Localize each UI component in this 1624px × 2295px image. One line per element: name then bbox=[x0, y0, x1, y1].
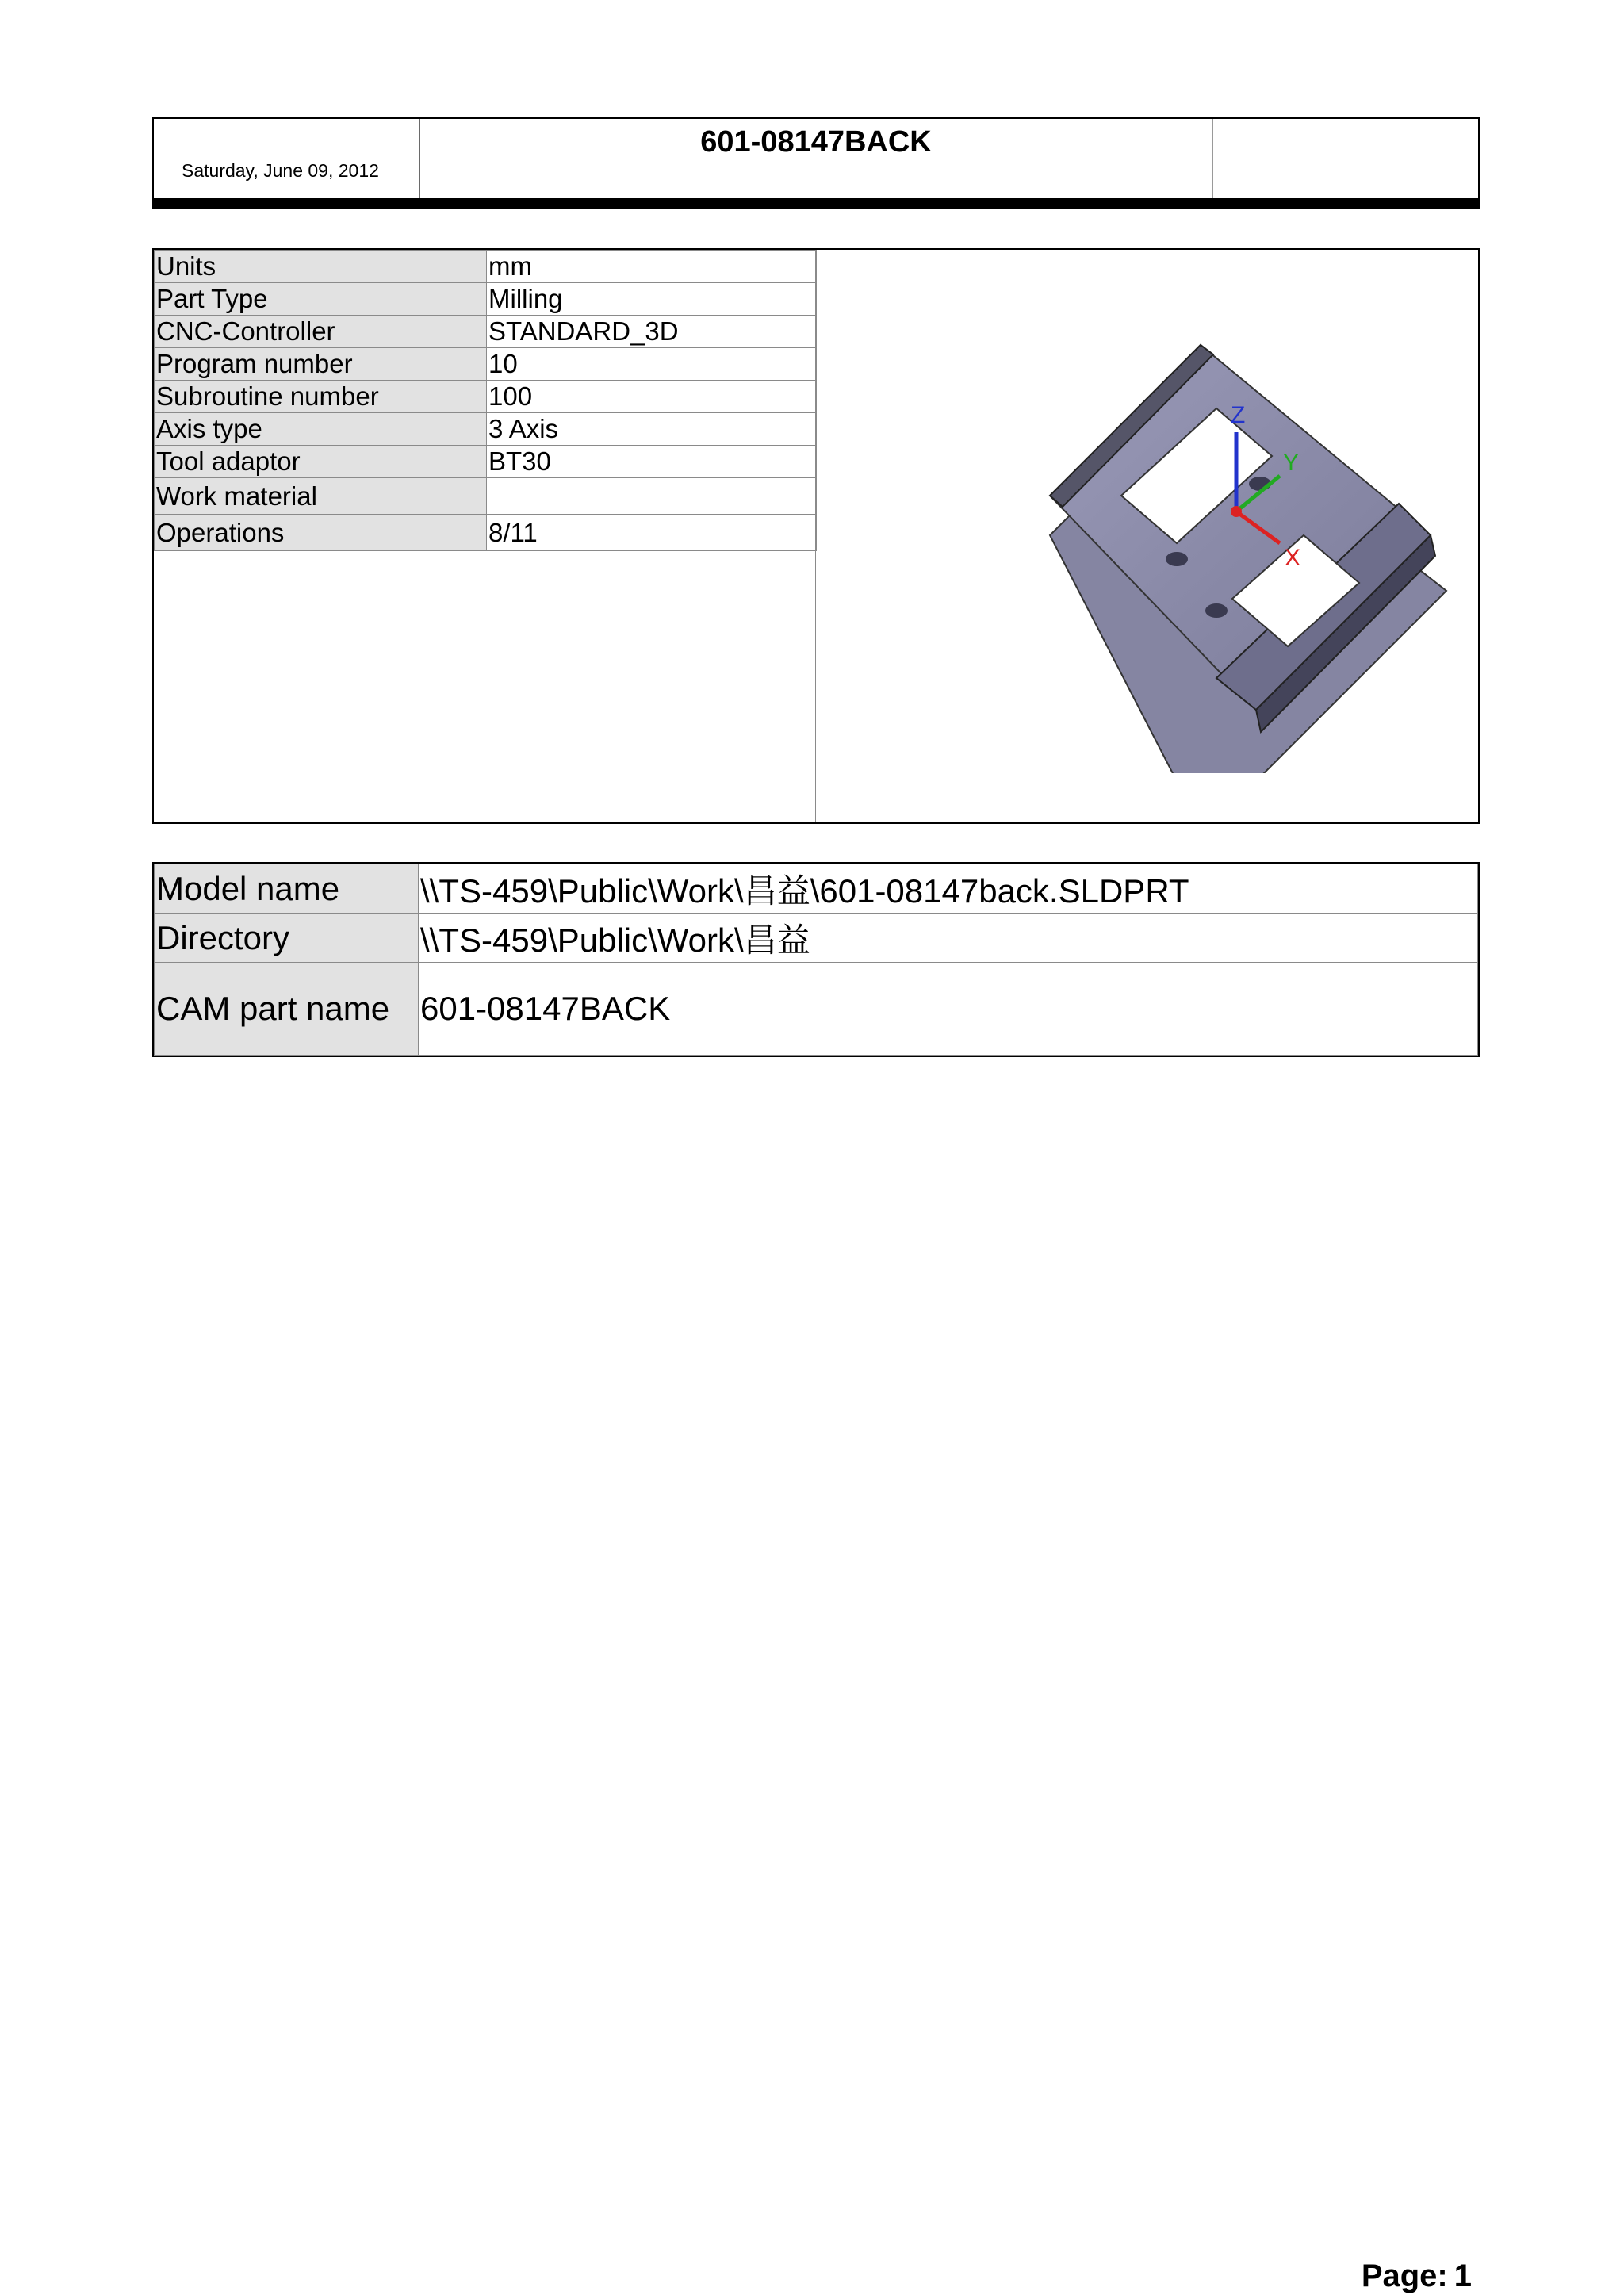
parameters-panel bbox=[152, 248, 1480, 824]
part-preview-image bbox=[1018, 297, 1462, 773]
z-axis-label: Z bbox=[1231, 402, 1246, 428]
y-axis-label: Y bbox=[1283, 450, 1300, 476]
header-title-cell bbox=[420, 119, 1213, 198]
report-title: 601-08147BACK bbox=[700, 125, 932, 159]
header-date-cell bbox=[154, 119, 420, 198]
param-value: STANDARD_3D bbox=[487, 316, 817, 348]
param-value: 3 Axis bbox=[487, 413, 817, 446]
directory-label: Directory bbox=[155, 914, 419, 963]
page-number bbox=[1362, 2259, 1472, 2294]
part-hole bbox=[1205, 603, 1228, 618]
model-info-panel bbox=[152, 862, 1480, 1057]
param-label: Axis type bbox=[155, 413, 487, 446]
directory-row bbox=[155, 914, 1478, 963]
report-header bbox=[152, 117, 1480, 200]
param-label: Work material bbox=[155, 478, 487, 515]
report-date: Saturday, June 09, 2012 bbox=[182, 160, 379, 181]
param-label: Subroutine number bbox=[155, 381, 487, 413]
param-value: 8/11 bbox=[487, 515, 817, 551]
param-row-cnc-controller bbox=[155, 316, 817, 348]
param-row-operations bbox=[155, 515, 817, 551]
params-divider bbox=[815, 250, 816, 822]
param-label: Tool adaptor bbox=[155, 446, 487, 478]
model-name-value: \\TS-459\Public\Work\昌益\601-08147back.SLDPRT bbox=[419, 864, 1478, 914]
x-axis-label: X bbox=[1285, 545, 1301, 571]
param-row-axis-type bbox=[155, 413, 817, 446]
param-row-work-material bbox=[155, 478, 817, 515]
cam-part-row bbox=[155, 963, 1478, 1056]
directory-value: \\TS-459\Public\Work\昌益 bbox=[419, 914, 1478, 963]
model-name-row bbox=[155, 864, 1478, 914]
param-value bbox=[487, 478, 817, 515]
param-label: Units bbox=[155, 251, 487, 283]
axis-origin bbox=[1231, 506, 1242, 517]
param-row-units bbox=[155, 251, 817, 283]
model-name-label: Model name bbox=[155, 864, 419, 914]
param-value: mm bbox=[487, 251, 817, 283]
param-value: Milling bbox=[487, 283, 817, 316]
page-label: Page: bbox=[1361, 2259, 1448, 2293]
header-divider bbox=[152, 200, 1480, 209]
model-info-table bbox=[154, 864, 1478, 1056]
cam-part-label: CAM part name bbox=[155, 963, 419, 1056]
page-number-value: 1 bbox=[1454, 2259, 1472, 2293]
param-value: 100 bbox=[487, 381, 817, 413]
param-label: Operations bbox=[155, 515, 487, 551]
part-hole bbox=[1166, 552, 1188, 566]
param-row-program-number bbox=[155, 348, 817, 381]
param-row-tool-adaptor bbox=[155, 446, 817, 478]
param-label: CNC-Controller bbox=[155, 316, 487, 348]
param-row-subroutine-number bbox=[155, 381, 817, 413]
header-blank-cell bbox=[1213, 119, 1478, 198]
cam-part-value: 601-08147BACK bbox=[419, 963, 1478, 1056]
param-value: BT30 bbox=[487, 446, 817, 478]
param-value: 10 bbox=[487, 348, 817, 381]
param-label: Part Type bbox=[155, 283, 487, 316]
param-label: Program number bbox=[155, 348, 487, 381]
parameters-table bbox=[154, 250, 817, 551]
param-row-part-type bbox=[155, 283, 817, 316]
